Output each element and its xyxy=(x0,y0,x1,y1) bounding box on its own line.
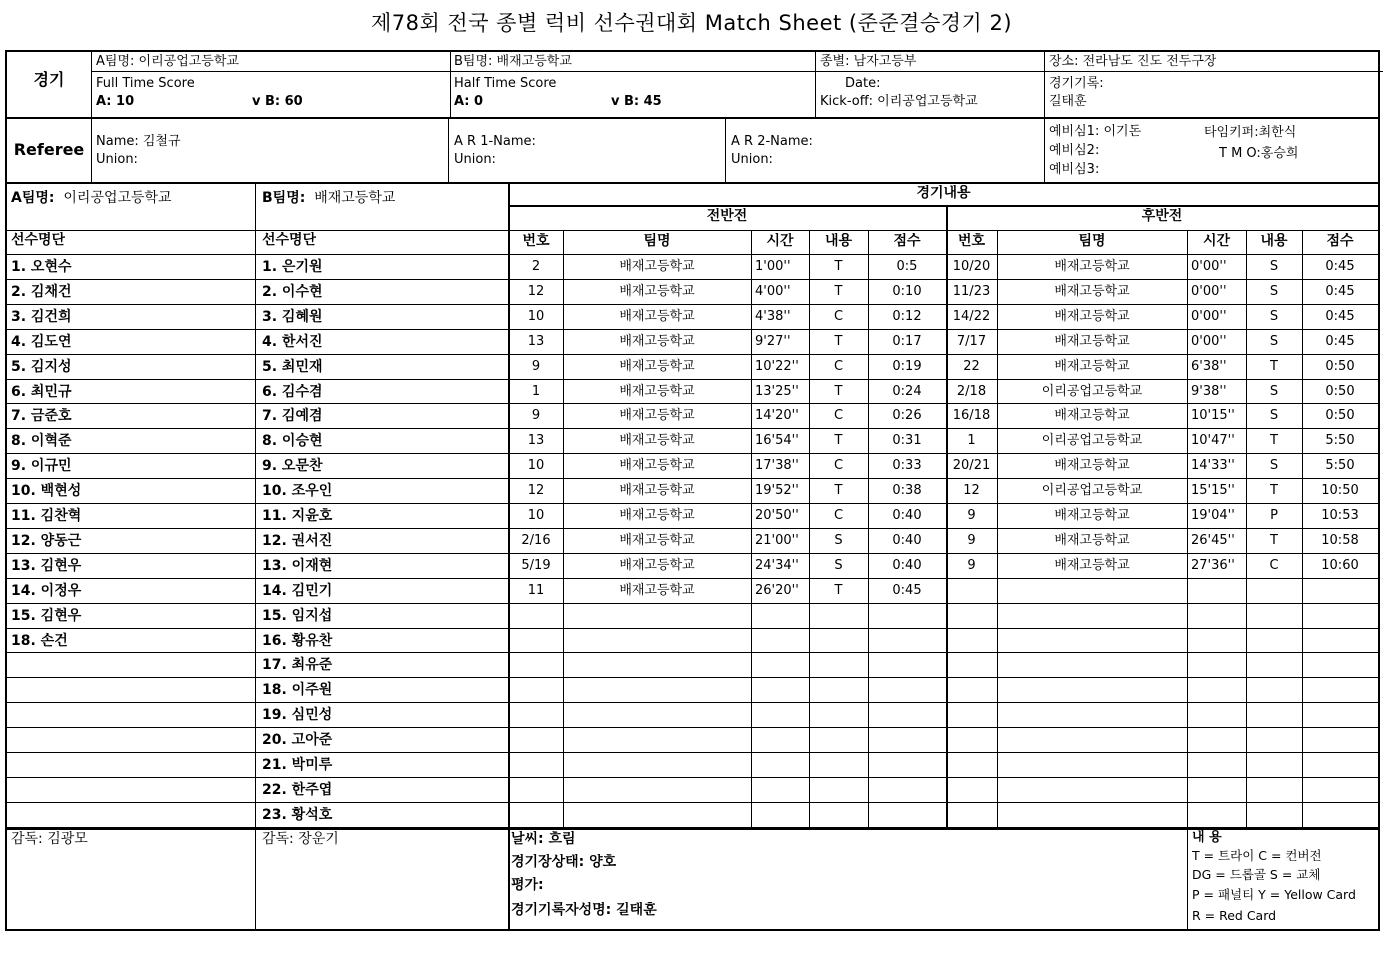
first-half-event-cell: 1'00'' xyxy=(755,259,791,274)
tmo: T M O:홍승희 xyxy=(1219,146,1299,161)
second-half-event-cell: 0'00'' xyxy=(1191,309,1227,324)
second-half-event-cell: 10:58 xyxy=(1321,533,1359,548)
first-half-event-cell: 배재고등학교 xyxy=(619,583,695,598)
first-half-event-cell: 2/16 xyxy=(521,533,551,548)
b-player: 10. 조우인 xyxy=(262,483,333,499)
b-player: 12. 권서진 xyxy=(262,533,333,549)
second-half-event-cell: S xyxy=(1269,458,1279,473)
a-player: 11. 김찬혁 xyxy=(11,508,82,524)
recorder-label: 경기기록: xyxy=(1049,76,1104,91)
first-half-col-header: 팀명 xyxy=(643,233,671,249)
a-player: 3. 김건희 xyxy=(11,309,72,325)
ground-condition: 경기장상태: 양호 xyxy=(511,854,617,870)
first-half-event-cell: 10 xyxy=(527,458,545,473)
a-player: 13. 김현우 xyxy=(11,558,82,574)
second-half-event-cell: 0:50 xyxy=(1325,359,1355,374)
first-half-event-cell: T xyxy=(834,433,843,448)
a-player: 18. 손건 xyxy=(11,633,68,649)
second-half-event-cell: 0'00'' xyxy=(1191,334,1227,349)
timekeeper: 타임키퍼:최한식 xyxy=(1204,125,1297,140)
second-half-event-cell: 배재고등학교 xyxy=(1054,508,1130,523)
first-half-event-cell: 19'52'' xyxy=(755,483,799,498)
second-half-event-cell: 배재고등학교 xyxy=(1054,334,1130,349)
second-half-event-cell: 0:45 xyxy=(1325,334,1355,349)
b-player: 6. 김수겸 xyxy=(262,384,323,400)
first-half-event-cell: 배재고등학교 xyxy=(619,359,695,374)
recorder-name: 길태훈 xyxy=(1049,94,1087,109)
match-sheet xyxy=(5,50,1380,931)
second-half-event-cell: 배재고등학교 xyxy=(1054,284,1130,299)
b-player: 14. 김민기 xyxy=(262,583,333,599)
second-half-event-cell: 이리공업고등학교 xyxy=(1041,433,1143,448)
second-half-col-header: 시간 xyxy=(1202,233,1231,249)
legend-line: DG = 드롭골 S = 교체 xyxy=(1192,867,1321,882)
reserve-referee-3: 예비심3: xyxy=(1049,162,1100,177)
second-half-event-cell: S xyxy=(1269,384,1279,399)
kickoff: Kick-off: 이리공업고등학교 xyxy=(820,94,978,109)
referee-label: Referee xyxy=(13,140,85,159)
first-half-col-header: 번호 xyxy=(522,233,550,249)
a-roster-heading: 선수명단 xyxy=(11,232,66,248)
second-half-event-cell: C xyxy=(1269,558,1279,573)
a-player: 6. 최민규 xyxy=(11,384,72,400)
second-half-col-header: 팀명 xyxy=(1078,233,1106,249)
first-half-event-cell: 20'50'' xyxy=(755,508,799,523)
b-player: 4. 한서진 xyxy=(262,334,323,350)
second-half-event-cell: 5:50 xyxy=(1325,458,1355,473)
first-half-event-cell: 24'34'' xyxy=(755,558,799,573)
second-half-event-cell: 10'15'' xyxy=(1191,408,1235,423)
second-half-event-cell: 0:50 xyxy=(1325,408,1355,423)
reserve-referee-1: 예비심1: 이기돈 xyxy=(1049,124,1142,139)
second-half-event-cell: 11/23 xyxy=(952,284,991,299)
first-half-event-cell: 배재고등학교 xyxy=(619,284,695,299)
ar1-union: Union: xyxy=(454,152,496,167)
half-time-b: v B: 45 xyxy=(611,94,662,109)
b-player: 1. 은기원 xyxy=(262,259,323,275)
first-half-event-cell: 0:24 xyxy=(892,384,922,399)
second-half-event-cell: S xyxy=(1269,309,1279,324)
a-player: 10. 백현성 xyxy=(11,483,82,499)
first-half-event-cell: 1 xyxy=(531,384,541,399)
second-half-event-cell: 2/18 xyxy=(956,384,987,399)
first-half-event-cell: 9 xyxy=(531,359,541,374)
second-half-event-cell: 배재고등학교 xyxy=(1054,408,1130,423)
first-half-event-cell: 5/19 xyxy=(521,558,551,573)
first-half-event-cell: 4'00'' xyxy=(755,284,791,299)
second-half-event-cell: S xyxy=(1269,408,1279,423)
referee-name: Name: 김철규 xyxy=(96,134,181,149)
second-half-event-cell: 10:60 xyxy=(1321,558,1359,573)
second-half-event-cell: 9 xyxy=(967,558,976,573)
b-player: 23. 황석호 xyxy=(262,807,333,823)
second-half-event-cell: 20/21 xyxy=(952,458,991,473)
first-half-event-cell: 13 xyxy=(527,334,545,349)
second-half-event-cell: 14'33'' xyxy=(1191,458,1235,473)
page-title: 제78회 전국 종별 럭비 선수권대회 Match Sheet (준준결승경기 2) xyxy=(370,11,1013,35)
b-player: 21. 박미루 xyxy=(262,757,333,773)
b-player: 3. 김혜원 xyxy=(262,309,323,325)
first-half-event-cell: 배재고등학교 xyxy=(619,508,695,523)
a-player: 12. 양동근 xyxy=(11,533,82,549)
b-roster-heading: 선수명단 xyxy=(262,232,317,248)
a-player: 8. 이혁준 xyxy=(11,433,72,449)
first-half-event-cell: T xyxy=(834,384,843,399)
first-half-event-cell: 배재고등학교 xyxy=(619,309,695,324)
first-half-event-cell: C xyxy=(833,408,844,423)
first-half-event-cell: C xyxy=(833,458,844,473)
first-half-event-cell: C xyxy=(833,359,844,374)
record-writer: 경기기록자성명: 길태훈 xyxy=(511,902,657,918)
second-half-event-cell: 10'47'' xyxy=(1191,433,1235,448)
weather: 날씨: 흐림 xyxy=(511,831,576,847)
second-half-event-cell: 9 xyxy=(967,508,976,523)
first-half-event-cell: 16'54'' xyxy=(755,433,799,448)
second-half-event-cell: 5:50 xyxy=(1325,433,1355,448)
b-player: 5. 최민재 xyxy=(262,359,323,375)
second-half-event-cell: 16/18 xyxy=(952,408,991,423)
b-player: 7. 김예겸 xyxy=(262,408,323,424)
first-half-event-cell: 13 xyxy=(527,433,545,448)
first-half-event-cell: 10'22'' xyxy=(755,359,799,374)
first-half-event-cell: 배재고등학교 xyxy=(619,334,695,349)
b-player: 22. 한주엽 xyxy=(262,782,333,798)
a-team-name: A팀명: 이리공업고등학교 xyxy=(96,54,239,69)
a-player: 2. 김채건 xyxy=(11,284,72,300)
roster-a-team: A팀명: 이리공업고등학교 xyxy=(11,190,172,206)
second-half-event-cell: 배재고등학교 xyxy=(1054,309,1130,324)
second-half-event-cell: 22 xyxy=(963,359,980,374)
category: 종별: 남자고등부 xyxy=(820,54,917,69)
second-half-event-cell: S xyxy=(1269,259,1279,274)
first-half-event-cell: 0:5 xyxy=(896,259,918,274)
first-half-event-cell: 배재고등학교 xyxy=(619,408,695,423)
first-half-event-cell: 0:45 xyxy=(892,583,922,598)
ar1-name: A R 1-Name: xyxy=(454,134,536,149)
first-half-event-cell: C xyxy=(833,508,844,523)
second-half-event-cell: 배재고등학교 xyxy=(1054,558,1130,573)
second-half-col-header: 점수 xyxy=(1326,233,1354,249)
ar2-union: Union: xyxy=(731,152,773,167)
second-half-event-cell: 1 xyxy=(967,433,976,448)
first-half-event-cell: 10 xyxy=(527,508,545,523)
second-half-event-cell: 9 xyxy=(967,533,976,548)
first-half-event-cell: T xyxy=(834,334,843,349)
b-player: 17. 최유준 xyxy=(262,657,333,673)
second-half-event-cell: 27'36'' xyxy=(1191,558,1235,573)
legend-line: P = 패널티 Y = Yellow Card xyxy=(1192,887,1356,902)
first-half-col-header: 점수 xyxy=(893,233,921,249)
a-player: 4. 김도연 xyxy=(11,334,72,350)
second-half-event-cell: 0:50 xyxy=(1325,384,1355,399)
b-player: 15. 임지섭 xyxy=(262,608,333,624)
second-half-event-cell: 10/20 xyxy=(952,259,991,274)
first-half-event-cell: T xyxy=(834,259,843,274)
a-player: 7. 금준호 xyxy=(11,408,72,424)
second-half-event-cell: 0:45 xyxy=(1325,309,1355,324)
ar2-name: A R 2-Name: xyxy=(731,134,813,149)
second-half-event-cell: 이리공업고등학교 xyxy=(1041,483,1143,498)
first-half-event-cell: 9 xyxy=(531,408,541,423)
second-half-event-cell: 10:53 xyxy=(1321,508,1359,523)
first-half-event-cell: 12 xyxy=(527,284,545,299)
first-half-event-cell: 11 xyxy=(527,583,545,598)
second-half-event-cell: 배재고등학교 xyxy=(1054,458,1130,473)
second-half-event-cell: 배재고등학교 xyxy=(1054,359,1130,374)
reserve-referee-2: 예비심2: xyxy=(1049,143,1100,158)
first-half-event-cell: T xyxy=(834,284,843,299)
b-team-name: B팀명: 배재고등학교 xyxy=(454,54,572,69)
first-half-event-cell: 배재고등학교 xyxy=(619,458,695,473)
half-time-a: A: 0 xyxy=(454,94,484,109)
first-half-event-cell: 21'00'' xyxy=(755,533,799,548)
a-player: 14. 이정우 xyxy=(11,583,82,599)
first-half-event-cell: 배재고등학교 xyxy=(619,433,695,448)
legend-title: 내 용 xyxy=(1192,830,1222,845)
match-label: 경기 xyxy=(33,70,65,89)
evaluation: 평가: xyxy=(511,877,544,893)
second-half-heading: 후반전 xyxy=(1141,208,1183,224)
first-half-event-cell: 배재고등학교 xyxy=(619,483,695,498)
a-player: 9. 이규민 xyxy=(11,458,72,474)
first-half-event-cell: 배재고등학교 xyxy=(619,533,695,548)
b-player: 8. 이승현 xyxy=(262,433,323,449)
second-half-event-cell: 이리공업고등학교 xyxy=(1041,384,1143,399)
b-player: 13. 이재현 xyxy=(262,558,333,574)
first-half-event-cell: 배재고등학교 xyxy=(619,259,695,274)
first-half-event-cell: 0:40 xyxy=(892,508,922,523)
second-half-event-cell: 0:45 xyxy=(1325,284,1355,299)
b-player: 18. 이주원 xyxy=(262,682,333,698)
second-half-event-cell: 배재고등학교 xyxy=(1054,259,1130,274)
first-half-event-cell: 0:17 xyxy=(892,334,922,349)
second-half-event-cell: T xyxy=(1270,359,1278,374)
first-half-event-cell: 0:10 xyxy=(892,284,922,299)
first-half-event-cell: 배재고등학교 xyxy=(619,384,695,399)
first-half-col-header: 내용 xyxy=(824,233,853,249)
second-half-col-header: 번호 xyxy=(957,233,986,249)
first-half-event-cell: 13'25'' xyxy=(755,384,799,399)
b-coach: 감독: 장운기 xyxy=(262,831,339,847)
first-half-event-cell: T xyxy=(834,483,843,498)
second-half-event-cell: 12 xyxy=(963,483,980,498)
referee-union: Union: xyxy=(96,152,138,167)
first-half-event-cell: 10 xyxy=(527,309,545,324)
venue: 장소: 전라남도 진도 전두구장 xyxy=(1049,54,1217,69)
second-half-event-cell: 7/17 xyxy=(956,334,987,349)
b-player: 11. 지윤호 xyxy=(262,508,333,524)
b-player: 9. 오문찬 xyxy=(262,458,323,474)
first-half-event-cell: 9'27'' xyxy=(755,334,791,349)
b-player: 16. 황유찬 xyxy=(262,633,333,649)
second-half-event-cell: 0'00'' xyxy=(1191,284,1227,299)
second-half-event-cell: 15'15'' xyxy=(1191,483,1235,498)
first-half-event-cell: 26'20'' xyxy=(755,583,799,598)
second-half-event-cell: S xyxy=(1269,334,1279,349)
second-half-event-cell: S xyxy=(1269,284,1279,299)
first-half-event-cell: T xyxy=(834,583,843,598)
b-player: 2. 이수현 xyxy=(262,284,323,300)
first-half-event-cell: S xyxy=(834,558,843,573)
legend-line: R = Red Card xyxy=(1192,908,1277,923)
roster-b-team: B팀명: 배재고등학교 xyxy=(262,190,396,206)
second-half-event-cell: P xyxy=(1270,508,1278,523)
full-time-b: v B: 60 xyxy=(252,94,303,109)
half-time-label: Half Time Score xyxy=(454,76,557,91)
second-half-event-cell: 9'38'' xyxy=(1191,384,1227,399)
first-half-event-cell: 0:33 xyxy=(892,458,922,473)
first-half-event-cell: 0:40 xyxy=(892,558,922,573)
first-half-event-cell: 14'20'' xyxy=(755,408,799,423)
second-half-event-cell: 0'00'' xyxy=(1191,259,1227,274)
full-time-label: Full Time Score xyxy=(96,76,195,91)
b-player: 20. 고아준 xyxy=(262,732,333,748)
second-half-event-cell: 10:50 xyxy=(1321,483,1359,498)
first-half-event-cell: 0:19 xyxy=(892,359,922,374)
legend-line: T = 트라이 C = 컨버전 xyxy=(1192,848,1322,863)
second-half-event-cell: 19'04'' xyxy=(1191,508,1235,523)
a-player: 15. 김현우 xyxy=(11,608,82,624)
full-time-a: A: 10 xyxy=(96,94,135,109)
second-half-event-cell: T xyxy=(1270,433,1278,448)
a-player: 5. 김지성 xyxy=(11,359,72,375)
first-half-event-cell: 0:31 xyxy=(892,433,922,448)
a-coach: 감독: 김광모 xyxy=(11,831,88,847)
first-half-event-cell: 0:40 xyxy=(892,533,922,548)
first-half-col-header: 시간 xyxy=(766,233,794,249)
b-player: 19. 심민성 xyxy=(262,707,333,723)
second-half-event-cell: T xyxy=(1270,533,1278,548)
second-half-event-cell: 6'38'' xyxy=(1191,359,1227,374)
match-date: Date: xyxy=(845,76,881,91)
second-half-event-cell: 0:45 xyxy=(1325,259,1355,274)
second-half-event-cell: 26'45'' xyxy=(1191,533,1235,548)
first-half-heading: 전반전 xyxy=(706,208,748,224)
first-half-event-cell: 12 xyxy=(527,483,545,498)
events-heading: 경기내용 xyxy=(916,185,971,201)
first-half-event-cell: 17'38'' xyxy=(755,458,799,473)
a-player: 1. 오현수 xyxy=(11,259,72,275)
first-half-event-cell: 0:26 xyxy=(892,408,922,423)
first-half-event-cell: C xyxy=(833,309,844,324)
second-half-event-cell: 배재고등학교 xyxy=(1054,533,1130,548)
first-half-event-cell: 0:12 xyxy=(892,309,922,324)
first-half-event-cell: 배재고등학교 xyxy=(619,558,695,573)
second-half-event-cell: 14/22 xyxy=(952,309,991,324)
second-half-event-cell: T xyxy=(1270,483,1278,498)
first-half-event-cell: 2 xyxy=(531,259,541,274)
first-half-event-cell: 0:38 xyxy=(892,483,922,498)
first-half-event-cell: 4'38'' xyxy=(755,309,791,324)
second-half-col-header: 내용 xyxy=(1260,233,1288,249)
first-half-event-cell: S xyxy=(834,533,843,548)
